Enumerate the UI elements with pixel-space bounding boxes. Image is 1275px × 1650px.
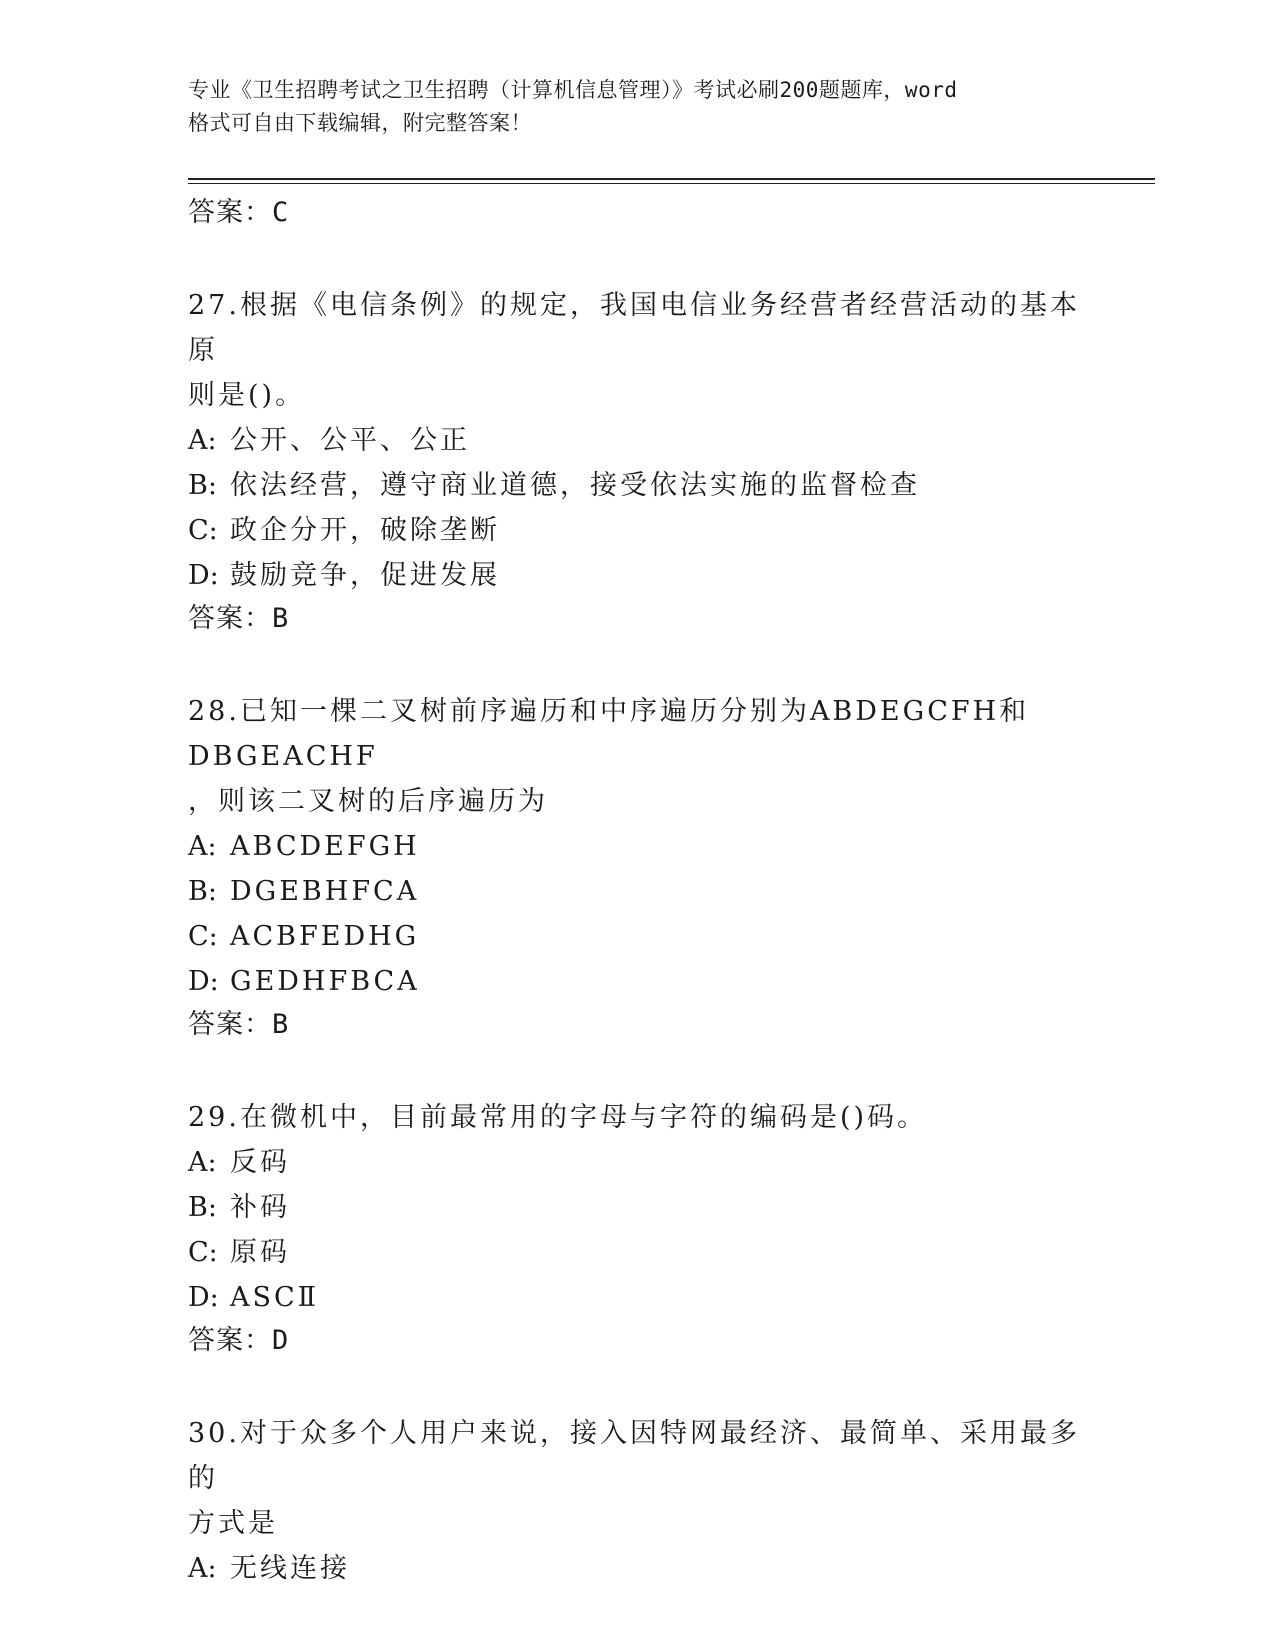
- header-divider-thick: [188, 178, 1155, 180]
- header-line-1: 专业《卫生招聘考试之卫生招聘（计算机信息管理）》考试必刷200题题库，word: [188, 78, 958, 102]
- option-d: [188, 959, 1088, 1004]
- question-text-line: 27.根据《电信条例》的规定，我国电信业务经营者经营活动的基本原: [188, 290, 1080, 366]
- option-c: [188, 508, 1088, 553]
- option-letter: B:: [188, 876, 217, 907]
- option-letter: B:: [188, 470, 217, 501]
- option-text: 鼓励竞争，促进发展: [230, 560, 500, 591]
- option-b: [188, 463, 1088, 508]
- option-text: 无线连接: [230, 1553, 350, 1584]
- option-letter: A:: [188, 831, 217, 862]
- option-letter: A:: [188, 1147, 217, 1178]
- option-a: [188, 1546, 1088, 1591]
- option-c: [188, 914, 1088, 959]
- question-text-line: 30.对于众多个人用户来说，接入因特网最经济、最简单、采用最多的: [188, 1418, 1080, 1494]
- question-27: [188, 283, 1088, 643]
- option-a: [188, 1140, 1088, 1185]
- option-text: 政企分开，破除垄断: [230, 515, 500, 546]
- option-text: 补码: [230, 1192, 290, 1223]
- header-divider-thin: [188, 183, 1155, 184]
- option-a: [188, 824, 1088, 869]
- question-text-line: 则是()。: [188, 380, 306, 411]
- option-letter: D:: [188, 1282, 219, 1313]
- question-text-line: ，则该二叉树的后序遍历为: [188, 786, 548, 817]
- document-header: [188, 74, 1088, 140]
- option-letter: C:: [188, 1237, 218, 1268]
- option-letter: B:: [188, 1192, 217, 1223]
- option-a: [188, 418, 1088, 463]
- answer-label: 答案：B: [188, 1009, 290, 1040]
- option-letter: A:: [188, 1553, 217, 1584]
- document-content: [188, 192, 1088, 1591]
- option-letter: C:: [188, 515, 218, 546]
- option-d: [188, 553, 1088, 598]
- option-text: 原码: [230, 1237, 290, 1268]
- option-d: [188, 1275, 1088, 1320]
- header-line-2: 格式可自由下载编辑，附完整答案！: [188, 111, 532, 135]
- option-text: 反码: [230, 1147, 290, 1178]
- answer-label: 答案：B: [188, 603, 290, 634]
- question-text-line: 方式是: [188, 1508, 278, 1539]
- answer-label: 答案：D: [188, 1325, 290, 1356]
- option-letter: A:: [188, 425, 217, 456]
- question-text-line: 28.已知一棵二叉树前序遍历和中序遍历分别为ABDEGCFH和DBGEACHF: [188, 696, 1030, 772]
- option-letter: D:: [188, 966, 219, 997]
- question-text-line: 29.在微机中，目前最常用的字母与字符的编码是()码。: [188, 1102, 928, 1133]
- question-29: [188, 1095, 1088, 1365]
- option-letter: C:: [188, 921, 218, 952]
- question-28: [188, 689, 1088, 1049]
- option-text: GEDHFBCA: [230, 966, 420, 997]
- option-text: 依法经营，遵守商业道德，接受依法实施的监督检查: [230, 470, 920, 501]
- option-text: 公开、公平、公正: [230, 425, 470, 456]
- option-text: DGEBHFCA: [230, 876, 420, 907]
- option-text: ABCDEFGH: [230, 831, 420, 862]
- option-b: [188, 869, 1088, 914]
- option-letter: D:: [188, 560, 219, 591]
- option-c: [188, 1230, 1088, 1275]
- option-text: ACBFEDHG: [230, 921, 420, 952]
- answer-label: 答案：C: [188, 197, 290, 228]
- option-b: [188, 1185, 1088, 1230]
- option-text: ASCⅡ: [230, 1282, 320, 1313]
- question-30: [188, 1411, 1088, 1591]
